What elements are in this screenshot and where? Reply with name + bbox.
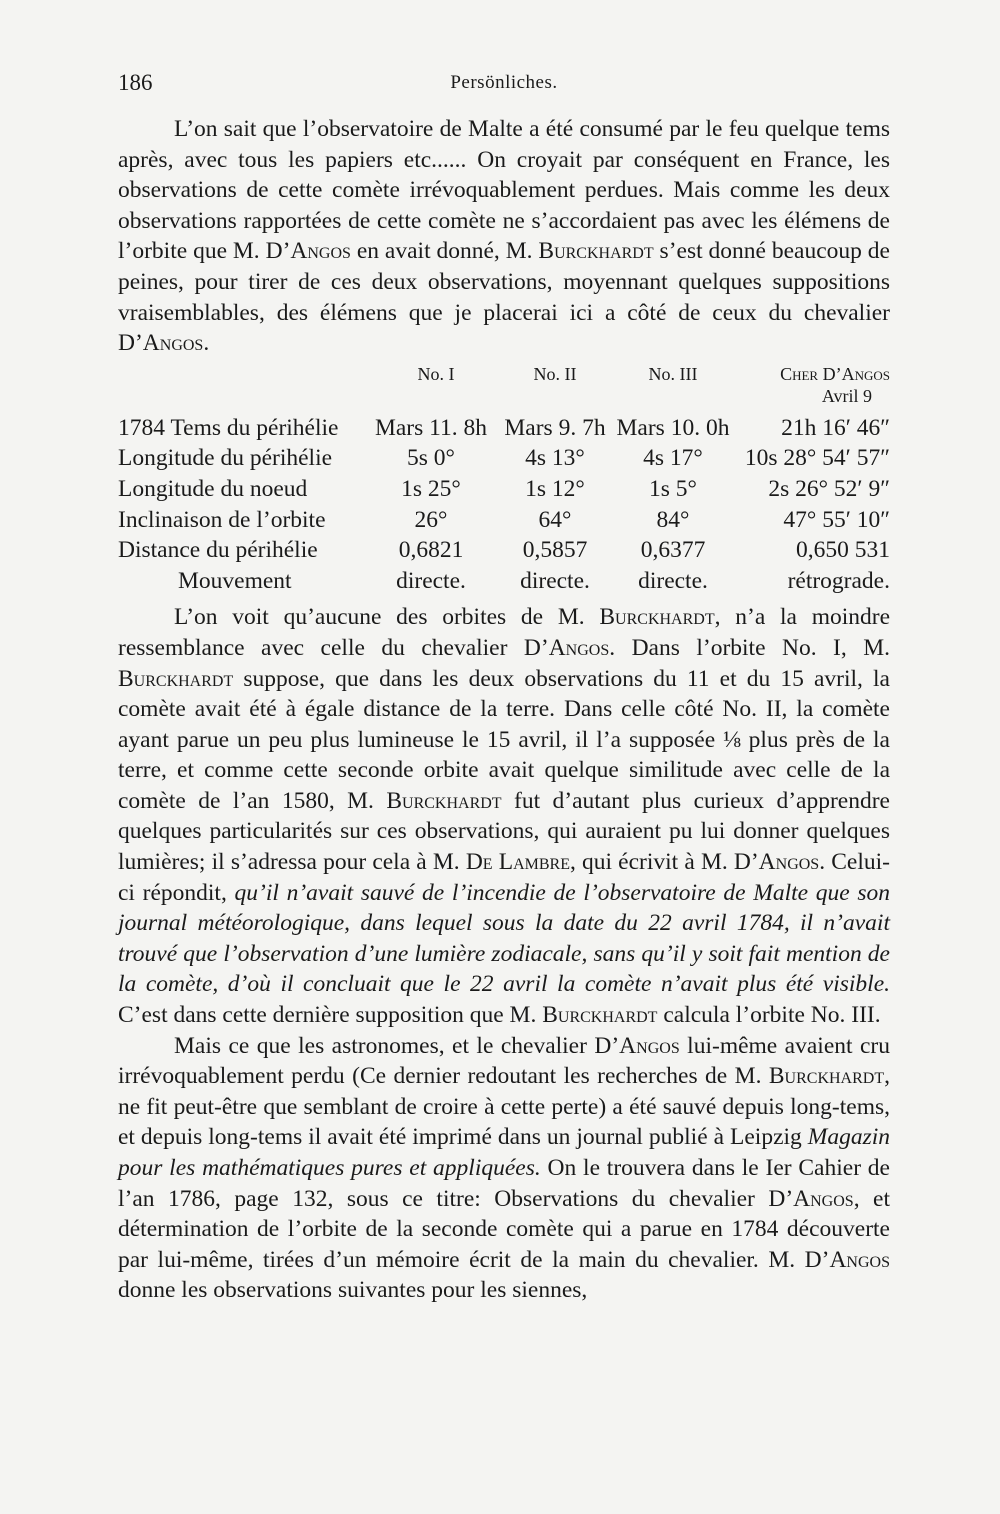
- table-row-label: Inclinaison de l’orbite: [118, 506, 326, 533]
- name-smallcaps: Burckhardt: [118, 665, 234, 692]
- name-smallcaps: D’Angos: [118, 330, 204, 357]
- table-header-cell: No. II: [533, 363, 577, 384]
- name-smallcaps: D’Angos: [804, 1246, 890, 1273]
- table-row-label: 1784 Tems du périhélie: [118, 414, 339, 441]
- text-run: . Celui-ci répondit,: [118, 849, 890, 906]
- table-cell: 5s 0°: [407, 445, 455, 472]
- text-run: L’on voit qu’aucune des orbites de M.: [174, 604, 600, 631]
- text-run: Mais ce que les astronomes, et le chevalier: [174, 1032, 595, 1059]
- table-row: [118, 566, 890, 597]
- table-row: [118, 413, 890, 444]
- table-row: [118, 505, 890, 536]
- text-run: lui-même avaient cru irrévoquablement perdu (Ce dernier redoutant les recherches de M.: [118, 1032, 890, 1090]
- table-body: [118, 413, 890, 597]
- name-smallcaps: Burckhardt: [768, 1063, 885, 1090]
- table-header-cell: No. III: [648, 363, 698, 384]
- text-run: L’on sait que l’observatoire de Malte a été consumé par le feu quelque tems après, avec tous les papiers etc...... On croyait par conséquent en France, les observations de cette comète irrévoquablement perdues. Mais comme les deux observations rapportées de cette comète ne s’accordaient pas avec les élémens de l’orbite que M.: [118, 116, 890, 265]
- text-run: , n’a la moindre ressemblance avec celle du chevalier: [118, 604, 891, 661]
- paragraph-3: [118, 1031, 890, 1306]
- text-run: , qui écrivit à M.: [569, 849, 734, 876]
- name-smallcaps: De Lambre: [465, 849, 570, 876]
- table-cell: 1s 5°: [649, 475, 697, 502]
- text-run: .: [203, 330, 210, 357]
- name-smallcaps: D’Angos: [594, 1032, 680, 1059]
- text-run: , ne fit peut-être que semblant de croire à cette perte) a été sauvé depuis long-tems, et depuis long-tems il avait été imprimé dans un journal publié à Leipzig: [118, 1063, 890, 1151]
- table-row-label: Mouvement: [178, 567, 292, 594]
- table-cell: Mars 11. 8h: [374, 414, 488, 441]
- table-cell: 1s 12°: [525, 475, 585, 502]
- table-cell: 4s 13°: [525, 445, 585, 472]
- page-number: 186: [118, 70, 153, 95]
- table-cell: 0,650 531: [796, 537, 890, 564]
- name-smallcaps: D’Angos: [523, 634, 610, 661]
- table-header-cell: No. I: [417, 363, 455, 384]
- page-header: [118, 64, 890, 104]
- table-cell: 84°: [656, 506, 690, 533]
- text-run: en avait donné, M.: [350, 238, 539, 265]
- running-head: Persönliches.: [450, 72, 558, 93]
- table-cell: 64°: [538, 506, 572, 533]
- table-cell: 47° 55′ 10″: [783, 506, 890, 533]
- text-run: s’est donné beaucoup de peines, pour tirer de ces deux observations, moyennant quelques suppositions vraisemblables, des élémens que je placerai ici a côté de ceux du chevalier: [118, 238, 890, 326]
- table-row-label: Longitude du noeud: [118, 475, 308, 502]
- name-smallcaps: Burckhardt: [538, 238, 654, 265]
- paragraph-2: [118, 602, 890, 1030]
- text-run: fut d’autant plus curieux d’apprendre quelques particularités sur ces observations, qui auraient pu lui donner quelques lumières; il s’adressa pour cela à M.: [118, 787, 890, 876]
- table-cell: directe.: [638, 567, 708, 594]
- italic-text: qu’il n’avait sauvé de l’incendie de l’observatoire de Malte que son journal météorologique, dans lequel sous la date du 22 avril 1784, il n’avait trouvé que l’observation d’une lumière zodiacale, sans qu’il y soit fait mention de la comète, d’où il concluait que le 22 avril la comète n’avait plus été visible.: [118, 879, 891, 998]
- table-row: [118, 443, 890, 474]
- name-smallcaps: D’Angos: [265, 238, 351, 265]
- text-run: On le trouvera dans le Ier Cahier de l’an 1786, page 132, sous ce titre: Observations du chevalier: [118, 1155, 890, 1212]
- table-cell: 21h 16′ 46″: [781, 414, 890, 441]
- name-smallcaps: Burckhardt: [386, 787, 502, 814]
- table-row-label: Distance du périhélie: [118, 537, 318, 564]
- table-cell: Mars 9. 7h: [504, 414, 606, 441]
- name-smallcaps: D’Angos: [768, 1185, 854, 1212]
- table-cell: directe.: [396, 567, 466, 594]
- text-run: calcula l’orbite No. III.: [657, 1002, 881, 1029]
- table-row: [118, 535, 890, 566]
- table-cell: rétrograde.: [787, 567, 890, 594]
- table-cell: 0,6821: [398, 537, 464, 564]
- table-cell: 1s 25°: [401, 475, 461, 502]
- table-cell: Mars 10. 0h: [616, 414, 730, 441]
- table-cell: 10s 28° 54′ 57″: [744, 445, 890, 472]
- italic-text: Magazin pour les mathématiques pures et appliquées.: [118, 1124, 890, 1181]
- table-row: [118, 474, 890, 505]
- orbit-elements-table: [118, 363, 890, 597]
- table-header-empty: [118, 363, 376, 385]
- table-cell: 26°: [414, 506, 448, 533]
- name-smallcaps: Burckhardt: [599, 604, 715, 631]
- table-header-row: [118, 363, 890, 385]
- text-run: suppose, que dans les deux observations du 11 et du 15 avril, la comète avait été à égale distance de la terre. Dans celle côté No. II, la comète ayant parue un peu plus lumineuse le 15 avril, il l’a supposée ⅛ plus près de la terre, et comme cette seconde orbite avait quelque similitude avec celle de la comète de l’an 1580, M.: [118, 665, 890, 814]
- table-row-label: Longitude du périhélie: [118, 445, 333, 472]
- name-smallcaps: D’Angos: [733, 849, 820, 876]
- table-cell: 2s 26° 52′ 9″: [768, 475, 890, 502]
- text-run: . Dans l’orbite No. I, M.: [609, 634, 890, 661]
- table-cell: 4s 17°: [643, 445, 703, 472]
- table-cell: 0,6377: [640, 537, 706, 564]
- table-cell: 0,5857: [522, 537, 588, 564]
- text-run: , et détermination de l’orbite de la seconde comète qui a parue en 1784 découverte par lui-même, tirées d’un mémoire écrit de la main du chevalier. M.: [118, 1185, 891, 1273]
- table-header-cell: Cher D’Angos: [780, 363, 890, 384]
- text-run: C’est dans cette dernière supposition que M.: [118, 1002, 543, 1029]
- table-subheader: Avril 9: [821, 385, 872, 406]
- text-body: [118, 114, 890, 1306]
- name-smallcaps: Burckhardt: [542, 1002, 658, 1029]
- paragraph-1: [118, 114, 890, 359]
- text-run: donne les observations suivantes pour les siennes,: [118, 1277, 588, 1304]
- table-cell: directe.: [520, 567, 590, 594]
